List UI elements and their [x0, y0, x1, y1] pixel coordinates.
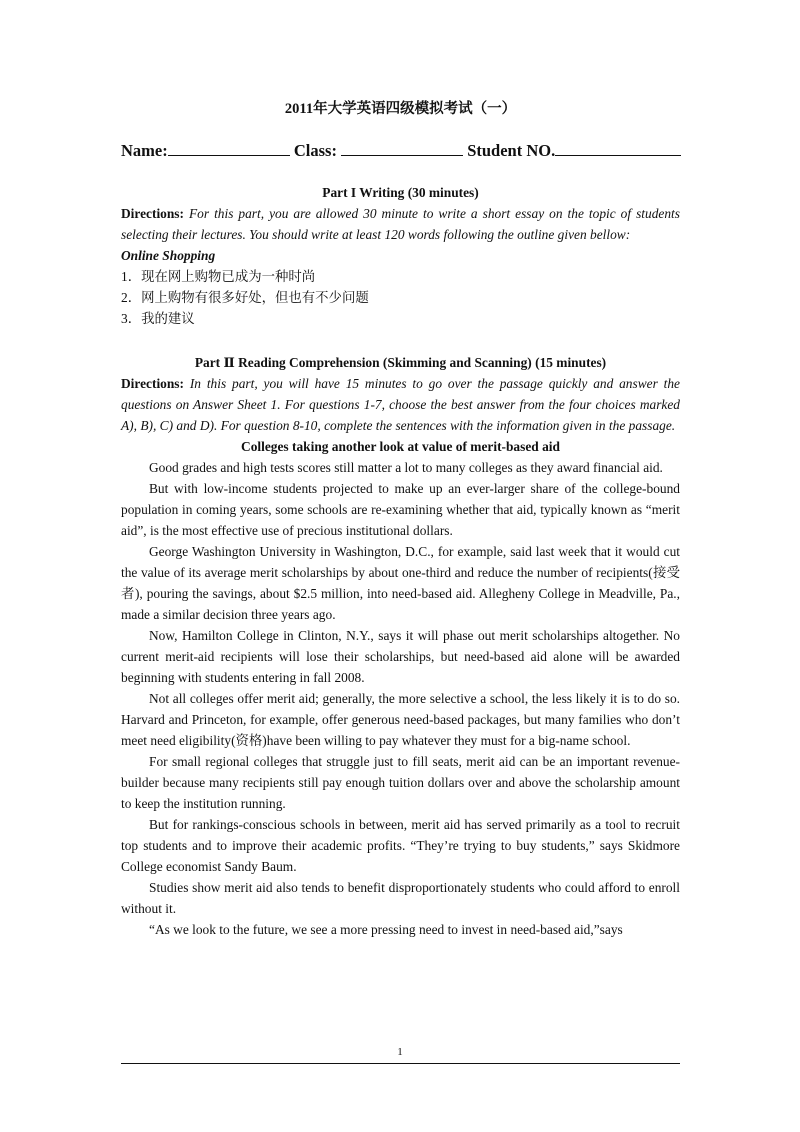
passage-paragraph: George Washington University in Washington, D.C., for example, said last week that it would cut the value of its average merit scholarships by about one-third and reduce the number of recipients(接受者), pouring the savings, about $2.5 million, into need-based aid. Allegheny College in Meadville, Pa., made a similar decision three years ago.: [121, 544, 680, 622]
name-label: Name:: [121, 141, 168, 160]
essay-topic: Online Shopping: [121, 248, 216, 263]
part-1-writing: [121, 182, 680, 329]
exam-title: 2011年大学英语四级模拟考试（一）: [284, 101, 517, 117]
class-blank[interactable]: [341, 139, 463, 156]
part-1-heading: Part I Writing (30 minutes): [322, 185, 479, 200]
passage-paragraph: But with low-income students projected to make up an ever-larger share of the college-bound population in coming years, some schools are re-examining whether that aid, typically known as “merit aid”, is the most effective use of precious institutional dollars.: [121, 481, 680, 538]
part-2-heading: Part Ⅱ Reading Comprehension (Skimming and Scanning) (15 minutes): [194, 355, 607, 370]
passage-paragraph: “As we look to the future, we see a more pressing need to invest in need-based aid,”says: [149, 922, 623, 937]
part-2-reading: [121, 352, 680, 940]
directions-text: For this part, you are allowed 30 minute to write a short essay on the topic of students selecting their lectures. You should write at least 120 words following the outline given bellow:: [121, 206, 680, 242]
outline-item: 3．我的建议: [121, 311, 195, 326]
name-blank[interactable]: [168, 139, 290, 156]
passage-paragraph: Not all colleges offer merit aid; generally, the more selective a school, the less likely it is to do so. Harvard and Princeton, for example, offer generous need-based packages, but many families who don’t meet need eligibility(资格)have been willing to pay whatever they must for a big-name school.: [121, 691, 680, 748]
passage-paragraph: Now, Hamilton College in Clinton, N.Y., says it will phase out merit scholarships altogether. No current merit-aid recipients will lose their scholarships, but need-based aid alone will be awarded beginning with students entering in fall 2008.: [121, 628, 680, 685]
directions-text: In this part, you will have 15 minutes to go over the passage quickly and answer the questions on Answer Sheet 1. For questions 1-7, choose the best answer from the four choices marked A), B), C) and D). For question 8-10, complete the sentences with the information given in the passage.: [121, 376, 680, 433]
exam-page: [121, 96, 680, 940]
part-1-directions: [121, 203, 680, 245]
directions-label: Directions:: [121, 206, 184, 221]
outline-item: 1．现在网上购物已成为一种时尚: [121, 269, 316, 284]
part-2-directions: [121, 373, 680, 436]
directions-label: Directions:: [121, 376, 184, 391]
passage-paragraph: But for rankings-conscious schools in between, merit aid has served primarily as a tool to recruit top students and to improve their academic profits. “They’re trying to buy students,” says Skidmore College economist Sandy Baum.: [121, 817, 680, 874]
class-label: Class:: [293, 141, 337, 160]
passage-paragraph: Good grades and high tests scores still matter a lot to many colleges as they award financial aid.: [149, 460, 663, 475]
student-no-label: Student NO.: [467, 141, 556, 160]
outline-item: 2．网上购物有很多好处，但也有不少问题: [121, 290, 369, 305]
page-number: 1: [397, 1046, 403, 1058]
footer-rule: [121, 1063, 680, 1064]
student-info-row: [121, 138, 680, 164]
student-no-blank[interactable]: [555, 139, 681, 156]
passage-paragraph: For small regional colleges that struggle just to fill seats, merit aid can be an important revenue-builder because many recipients still pay enough tuition dollars over and above the scholarship amount to keep the institution running.: [121, 754, 680, 811]
passage-paragraph: Studies show merit aid also tends to benefit disproportionately students who could afford to enroll without it.: [121, 880, 680, 916]
passage-title: Colleges taking another look at value of merit-based aid: [241, 439, 560, 454]
